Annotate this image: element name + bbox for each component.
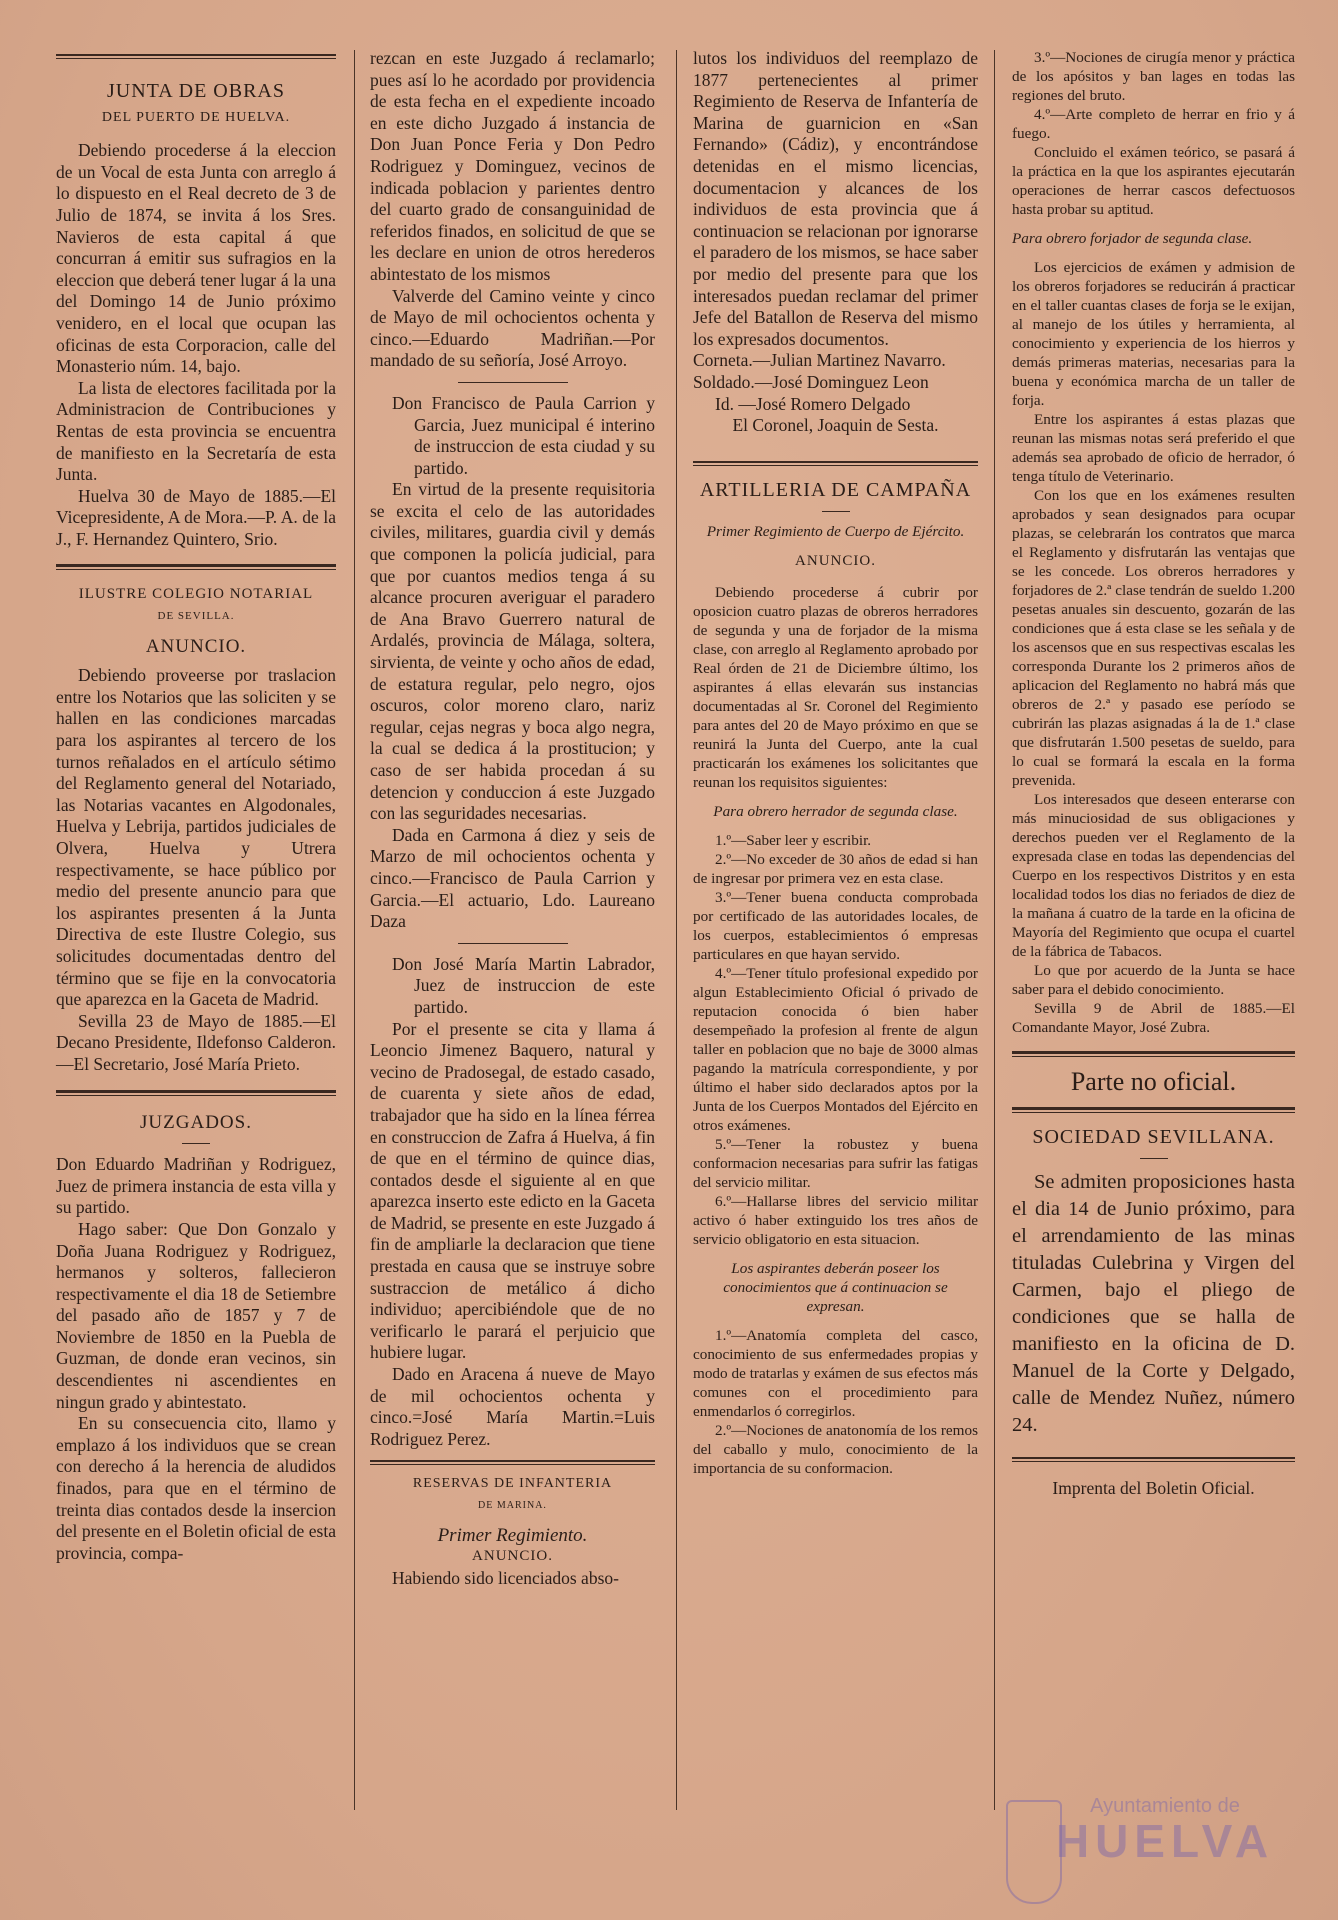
reservas-continuation: lutos los individuos del reemplazo de 1877 pertenecientes al primer Regimiento de Reserva de Infantería de Marina de guarnicion en «San Fernando» (Cádiz), y encontrándose detenidas en el mismo licencias, documentacion y alcances de los individuos de esta provincia que á continuacion se relacionan por ignorarse el paradero de los mismos, se hace saber por medio del presente para que los interesados puedan reclamar del primer Jefe del Batallon de Reserva del mismo los expresados documentos. (693, 48, 978, 349)
knowledge-item: 1.º—Anatomía completa del casco, conocimiento de sus enfermedades propias y modo de tratarlas y exámen de sus efectos más comunes con el procedimiento para enmendarlos ó corregirlos. (693, 1326, 978, 1420)
forjador-paragraph: Los interesados que deseen enterarse con más minuciosidad de sus obligaciones y derechos pueden ver el Reglamento de la expresada clase en todas las dependencias del Cuerpo en los respectivos Distritos y en esta localidad todos los dias no feriados de diez de la mañana á cuatro de la tarde en la oficina de Mayoría del Regimiento que ocupa el cuartel de la fábrica de Tabacos. (1012, 791, 1295, 960)
reservas-subtitle: DE MARINA. (478, 1500, 547, 1511)
sociedad-paragraph: Se admiten proposiciones hasta el dia 14 de Junio próximo, para el arrendamiento de las minas tituladas Culebrina y Virgen del Carmen, bajo el pliego de condiciones que se halla de manifiesto en la oficina de D. Manuel de la Corte y Delgado, calle de Mendez Nuñez, número 24. (1012, 1171, 1295, 1437)
rule (693, 461, 978, 466)
artilleria-regiment: Primer Regimiento de Cuerpo de Ejército. (706, 523, 965, 541)
forjador-paragraph: Con los que en los exámenes resulten aprobados y sean designados para ocupar plazas, se celebrarán los contratos que marca el Reglamento y disfrutarán las ventajas que se les concede. Los obreros herradores y forjadores de 2.ª clase tendrán de sueldo 1.200 pesetas anuales sin descuento, gozarán de las condiciones que á esta clase se les señala y de los ascensos que en sus respectivas escalas les corresponda Durante los 2 primeros años de aplicacion del Reglamento no habrá más que obreros de 2.ª y pasado ese período se cubrirán las plazas asignadas á la de 1.ª clase que disfrutarán 1.500 pesetas de sueldo, para lo cual se formará la escala en la forma prevenida. (1012, 487, 1295, 789)
rule (182, 1143, 210, 1144)
reservas-paragraph: Habiendo sido licenciados abso- (392, 1567, 619, 1588)
junta-signature: Huelva 30 de Mayo de 1885.—El Vicepresidente, A de Mora.—P. A. de la J., F. Hernandez Quintero, Srio. (56, 485, 336, 549)
reservas-soldado: Soldado.—José Dominguez Leon (693, 371, 929, 392)
juzgados-signature: Valverde del Camino veinte y cinco de Mayo de mil ochocientos ochenta y cinco.—Eduardo Madriñan.—Por mandado de su señoría, José Arroyo. (370, 285, 655, 371)
rule (458, 943, 568, 944)
watermark (1015, 1795, 1315, 1867)
concluido-paragraph: Concluido el exámen teórico, se pasará á la práctica en la que los aspirantes ejecutarán operaciones de herrar cascos defectuosos hasta probar su aptitud. (1012, 144, 1295, 218)
rule (1012, 1051, 1295, 1057)
colegio-subtitle: DE SEVILLA. (157, 610, 235, 623)
rule (1140, 1158, 1168, 1159)
martin-paragraph: Por el presente se cita y llama á Leoncio Jimenez Baquero, natural y vecino de Pradosegal, de estado casado, de cuarenta y siete años de edad, trabajador que ha sido en la línea férrea en construccion de Zafra á Huelva, á fin de que en el término de quince dias, contados desde el siguiente al en que aparezca inserto este edicto en la Gaceta de Madrid, se presente en este Juzgado á fin de ampliarle la declaracion que tiene prestada en causa que se instruye sobre sustraccion de metálico á dicho individuo; apercibiéndole que de no verificarlo le parará el perjuicio que hubiere lugar. (370, 1018, 655, 1363)
watermark-subtitle: Ayuntamiento de (1090, 1795, 1240, 1817)
knowledge-item: 2.º—Nociones de anatonomía de los remos del caballo y mulo, conocimiento de la importancia de su conformacion. (693, 1421, 978, 1477)
forjador-heading: Para obrero forjador de segunda clase. (1012, 230, 1253, 247)
imprenta: Imprenta del Boletin Oficial. (1052, 1478, 1255, 1499)
juzgados-paragraph: Hago saber: Que Don Gonzalo y Doña Juana Rodriguez y Rodriguez, hermanos y solteros, fallecieron respectivamente el dia 18 de Setiembre del pasado año de 1857 y 7 de Noviembre de 1850 en la Puebla de Guzman, de donde eran vecinos, sin descendientes ni ascendientes en ningun grado y abintestato. (56, 1218, 336, 1412)
requirement: 5.º—Tener la robustez y buena conformacion necesarias para sufrir las fatigas del servicio militar. (693, 1135, 978, 1191)
reservas-anuncio: ANUNCIO. (472, 1548, 553, 1565)
reservas-coronel: El Coronel, Joaquin de Sesta. (732, 415, 939, 436)
forjador-signature: Sevilla 9 de Abril de 1885.—El Comandante Mayor, José Zubra. (1012, 1000, 1295, 1036)
reservas-id: Id. —José Romero Delgado (715, 393, 911, 414)
colegio-title: ILUSTRE COLEGIO NOTARIAL (78, 586, 314, 603)
requirement: 1.º—Saber leer y escribir. (715, 831, 872, 849)
forjador-paragraph: Entre los aspirantes á estas plazas que reunan las mismas notas será preferido el que además sea aprobado de oficio de herrador, ó tenga título de Veterinario. (1012, 411, 1295, 485)
artilleria-anuncio: ANUNCIO. (795, 553, 876, 570)
knowledge-item: 3.º—Nociones de cirugía menor y práctica de los apósitos y ban lages en todas las regiones del bruto. (1012, 49, 1295, 104)
knowledge-item: 4.º—Arte completo de herrar en frio y á fuego. (1012, 106, 1295, 142)
requirement: 2.º—No exceder de 30 años de edad si han de ingresar por primera vez en esta clase. (693, 850, 978, 887)
reservas-corneta: Corneta.—Julian Martinez Navarro. (693, 350, 946, 371)
rule (56, 1090, 336, 1096)
forjador-paragraph: Los ejercicios de exámen y admision de los obreros forjadores se reducirán á practicar en el taller cuantas clases de forja se le exijan, al manejo de los útiles y herramienta, al conocimiento y experiencia de los hierros y demás primeras materias, necesarias para la buena y económica marcha de un taller de forja. (1012, 259, 1295, 409)
column-1 (56, 48, 336, 1564)
artilleria-title: ARTILLERIA DE CAMPAÑA (699, 478, 972, 501)
colegio-anuncio: ANUNCIO. (145, 635, 247, 657)
martin-signature: Dado en Aracena á nueve de Mayo de mil ochocientos ochenta y cinco.=José María Martin.=Luis Rodriguez Perez. (370, 1364, 655, 1449)
carrion-heading: Don Francisco de Paula Carrion y Garcia, Juez municipal é interino de instruccion de esta ciudad y su partido. (392, 392, 655, 478)
column-divider (354, 50, 355, 1810)
column-divider (676, 50, 677, 1810)
junta-title: JUNTA DE OBRAS (107, 80, 285, 102)
colegio-paragraph: Debiendo proveerse por traslacion entre los Notarios que las soliciten y se hallen en las condiciones marcadas para los aspirantes al tercero de los turnos reñalados en el artículo sétimo del Reglamento general del Notariado, las Notarias vacantes en Algodonales, Huelva y Lebrija, partidos judiciales de Olvera, Huelva y Utrera respectivamente, se hace público por medio del presente anuncio para que los aspirantes presenten á la Junta Directiva de este Ilustre Colegio, sus solicitudes documentadas dentro del término que se fije en la convocatoria que aparezca en la Gaceta de Madrid. (56, 665, 336, 1010)
carrion-signature: Dada en Carmona á diez y seis de Marzo de mil ochocientos ochenta y cinco.—Francisco de Paula Carrion y Garcia.—El actuario, Ldo. Laureano Daza (370, 824, 655, 932)
parte-no-oficial: Parte no oficial. (1070, 1067, 1237, 1096)
requirement: 6.º—Hallarse libres del servicio militar activo ó haber extinguido los tres años de servicio obligatorio en esta situacion. (693, 1192, 978, 1248)
requirement: 4.º—Tener título profesional expedido por algun Establecimiento Oficial ó privado de reputacion conocida ó bien haber desempeñado la profesion al frente de algun taller en poblacion que no baje de 3000 almas pagando la matrícula correspondiente, y por último el haber sido declarados aptos por la Junta de los Cuerpos Montados del Ejército en otros exámenes. (693, 964, 978, 1134)
juzgados-paragraph: En su consecuencia cito, llamo y emplazo á los individuos que se crean con derecho á la herencia de aludidos finados, para que en el término de treinta dias contados desde la insercion del presente en el Boletin oficial de esta provincia, compa- (56, 1413, 336, 1563)
rule (56, 564, 336, 570)
rule (56, 54, 336, 59)
rule (458, 382, 568, 383)
forjador-paragraph: Lo que por acuerdo de la Junta se hace saber para el debido conocimiento. (1012, 962, 1295, 998)
sociedad-title: SOCIEDAD SEVILLANA. (1032, 1125, 1275, 1148)
junta-paragraph: La lista de electores facilitada por la Administracion de Contribuciones y Rentas de esta provincia se encuentra de manifiesto en la Secretaría de esta Junta. (56, 377, 336, 485)
column-3 (693, 48, 978, 1478)
juzgados-continuation: rezcan en este Juzgado á reclamarlo; pues así lo he acordado por providencia de esta fecha en el expediente incoado en este dicho Juzgado á instancia de Don Juan Ponce Feria y Don Pedro Rodriguez y Dominguez, vecinos de indicada poblacion y parientes dentro del cuarto grado de consanguinidad de referidos finados, en solicitud de que se les declare en union de otros herederos abintestato de los mismos (370, 48, 655, 284)
juzgados-heading: Don Eduardo Madriñan y Rodriguez, Juez de primera instancia de esta villa y su partido. (56, 1154, 336, 1218)
herrador-heading: Para obrero herrador de segunda clase. (713, 802, 958, 820)
colegio-signature: Sevilla 23 de Mayo de 1885.—El Decano Presidente, Ildefonso Calderon.—El Secretario, José María Prieto. (56, 1010, 336, 1074)
rule (822, 511, 850, 512)
rule (370, 1460, 655, 1465)
column-divider (994, 50, 995, 1810)
juzgados-title: JUZGADOS. (140, 1111, 252, 1133)
column-4 (1012, 48, 1295, 1500)
aspirantes-heading: Los aspirantes deberán poseer los conocimientos que á continuacion se expresan. (723, 1259, 948, 1315)
reservas-title: RESERVAS DE INFANTERIA (412, 1476, 613, 1492)
rule (1012, 1107, 1295, 1113)
watermark-title: HUELVA (1055, 1815, 1275, 1867)
requirement: 3.º—Tener buena conducta comprobada por certificado de las autoridades locales, de los cuerpos, establecimientos ó empresas particulares en que hayan servido. (693, 888, 978, 963)
column-2 (370, 48, 655, 1589)
junta-subtitle: DEL PUERTO DE HUELVA. (101, 109, 291, 125)
carrion-paragraph: En virtud de la presente requisitoria se excita el celo de las autoridades civiles, militares, guardia civil y demás que componen la policía judicial, para que por cuantos medios tenga á su alcance procuren averiguar el paradero de Ana Bravo Guerrero natural de Ardalés, provincia de Málaga, soltera, sirvienta, de veinte y ocho años de edad, de estatura regular, pelo negro, ojos oscuros, color moreno claro, nariz regular, cejas negras y boca algo negra, la cual se dedica á la prostitucion; y caso de ser habida procedan á su detencion y conduccion á este Juzgado con las seguridades necesarias. (370, 479, 655, 824)
reservas-regiment: Primer Regimiento. (437, 1524, 588, 1546)
junta-paragraph: Debiendo procederse á la eleccion de un Vocal de esta Junta con arreglo á lo dispuesto en el Real decreto de 3 de Julio de 1874, se invita á los Sres. Navieros de esta capital á que concurran á emitir sus sufragios en la eleccion que deberá tener lugar á la una del Domingo 14 de Junio próximo venidero, en el local que ocupan las oficinas de esta Corporacion, calle del Monasterio núm. 14, bajo. (56, 140, 336, 377)
rule (1012, 1457, 1295, 1462)
artilleria-paragraph: Debiendo procederse á cubrir por oposicion cuatro plazas de obreros herradores de segunda y una de forjador de la misma clase, con arreglo al Reglamento aprobado por Real órden de 21 de Diciembre último, los aspirantes á ellas elevarán sus instancias documentadas al Sr. Coronel del Regimiento para antes del 20 de Mayo próximo en que se reunirá la Junta del Cuerpo, ante la cual practicarán los exámenes los solicitantes que reunan los requisitos siguientes: (693, 583, 978, 791)
martin-heading: Don José María Martin Labrador, Juez de instruccion de este partido. (392, 953, 655, 1017)
